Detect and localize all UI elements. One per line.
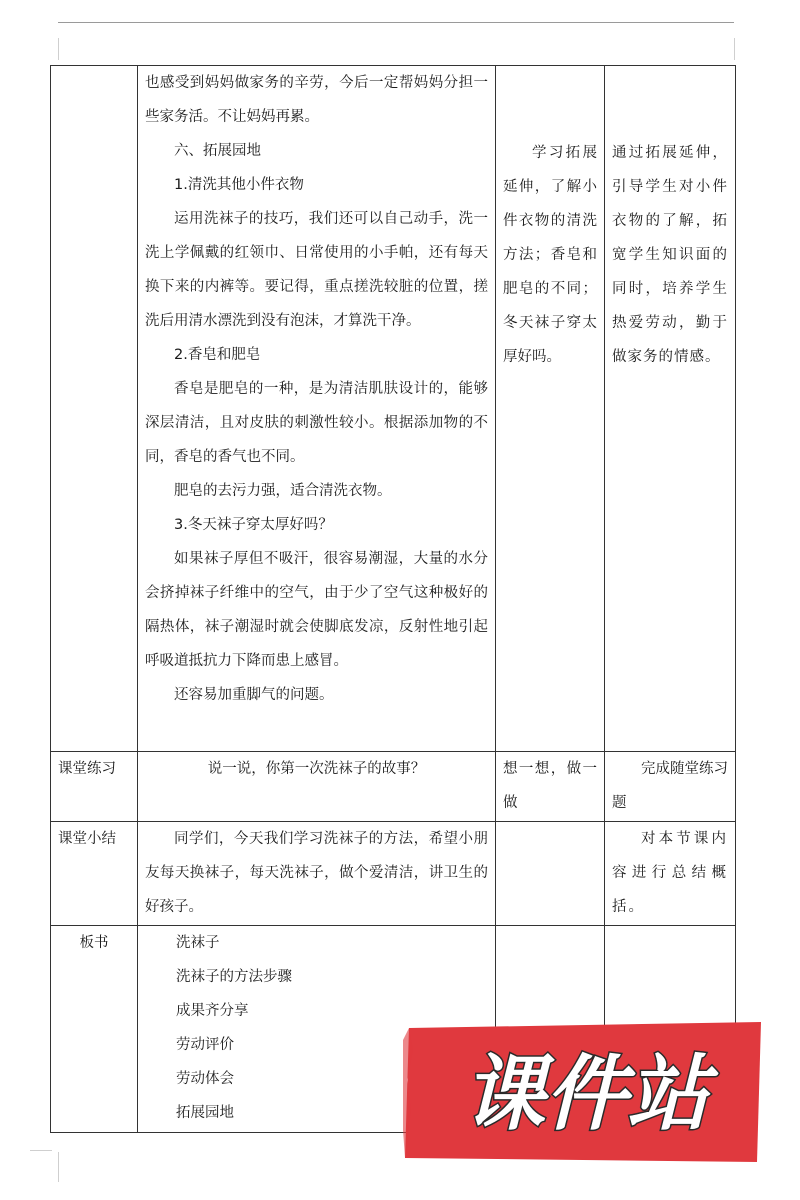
header-rule — [58, 22, 734, 23]
subheading: 3.冬天袜子穿太厚好吗？ — [174, 517, 333, 533]
content-paragraph: 香皂是肥皂的一种，是为清洁肌肤设计的，能够深层清洁，且对皮肤的刺激性较小。根据添加物的不同，香皂的香气也不同。 — [145, 381, 488, 465]
logo-text: 课件站 — [463, 1047, 709, 1142]
section-heading: 六、拓展园地 — [174, 143, 261, 159]
label-cell-empty — [51, 66, 138, 752]
row-label-text: 板书 — [79, 935, 109, 951]
row-label-text: 课堂练习 — [58, 761, 116, 777]
content-paragraph: 还容易加重脚气的问题。 — [174, 687, 334, 703]
student-activity-text: 学习拓展延伸，了解小件衣物的清洗方法；香皂和肥皂的不同；冬天袜子穿太厚好吗。 — [503, 145, 597, 365]
student-activity-cell — [496, 822, 605, 926]
subheading: 2.香皂和肥皂 — [174, 347, 261, 363]
design-intent-cell — [605, 752, 736, 822]
board-item: 洗袜子 — [176, 935, 220, 951]
content-cell — [138, 66, 496, 752]
row-label — [51, 926, 138, 1133]
subheading: 1.清洗其他小件衣物 — [174, 177, 304, 193]
summary-text: 同学们，今天我们学习洗袜子的方法，希望小朋友每天换袜子，每天洗袜子，做个爱清洁，讲卫生的好孩子。 — [145, 831, 488, 915]
content-paragraph: 肥皂的去污力强，适合清洗衣物。 — [174, 483, 392, 499]
board-item: 劳动评价 — [176, 1037, 234, 1053]
design-intent-cell — [605, 822, 736, 926]
row-label — [51, 822, 138, 926]
content-cell — [138, 752, 496, 822]
content-cell — [138, 822, 496, 926]
content-paragraph: 运用洗袜子的技巧，我们还可以自己动手，洗一洗上学佩戴的红领巾、日常使用的小手帕，还有每天换下来的内裤等。要记得，重点搓洗较脏的位置，搓洗后用清水漂洗到没有泡沫，才算洗干净。 — [145, 211, 488, 329]
row-label — [51, 752, 138, 822]
row-label-text: 课堂小结 — [58, 831, 116, 847]
student-activity-cell — [496, 66, 605, 752]
table-row-practice — [51, 752, 736, 822]
crop-mark-tl — [58, 38, 59, 60]
board-item: 劳动体会 — [176, 1071, 234, 1087]
design-intent-text: 对本节课内容进行总结概括。 — [612, 831, 728, 915]
content-paragraph: 如果袜子厚但不吸汗，很容易潮湿，大量的水分会挤掉袜子纤维中的空气，由于少了空气这种极好的隔热体，袜子潮湿时就会使脚底发凉，反射性地引起呼吸道抵抗力下降而患上感冒。 — [145, 551, 488, 669]
crop-mark-tr — [734, 38, 735, 60]
design-intent-text: 完成随堂练习题 — [612, 761, 728, 811]
kejianzhan-logo — [403, 1020, 765, 1165]
practice-text: 说一说，你第一次洗袜子的故事？ — [207, 761, 426, 777]
board-item: 成果齐分享 — [176, 1003, 249, 1019]
content-paragraph: 也感受到妈妈做家务的辛劳，今后一定帮妈妈分担一些家务活。不让妈妈再累。 — [145, 75, 488, 125]
design-intent-text: 通过拓展延伸，引导学生对小件衣物的了解，拓宽学生知识面的同时，培养学生热爱劳动，勤于做家务的情感。 — [612, 145, 728, 365]
table-row-expansion — [51, 66, 736, 752]
crop-mark-bl — [30, 1150, 52, 1151]
design-intent-cell — [605, 66, 736, 752]
crop-mark-bl-v — [58, 1152, 59, 1182]
student-activity-text: 想一想，做一做 — [503, 761, 597, 811]
student-activity-cell — [496, 752, 605, 822]
table-row-summary — [51, 822, 736, 926]
board-item: 洗袜子的方法步骤 — [176, 969, 292, 985]
lesson-plan-table — [50, 65, 736, 1133]
board-item: 拓展园地 — [176, 1105, 234, 1121]
